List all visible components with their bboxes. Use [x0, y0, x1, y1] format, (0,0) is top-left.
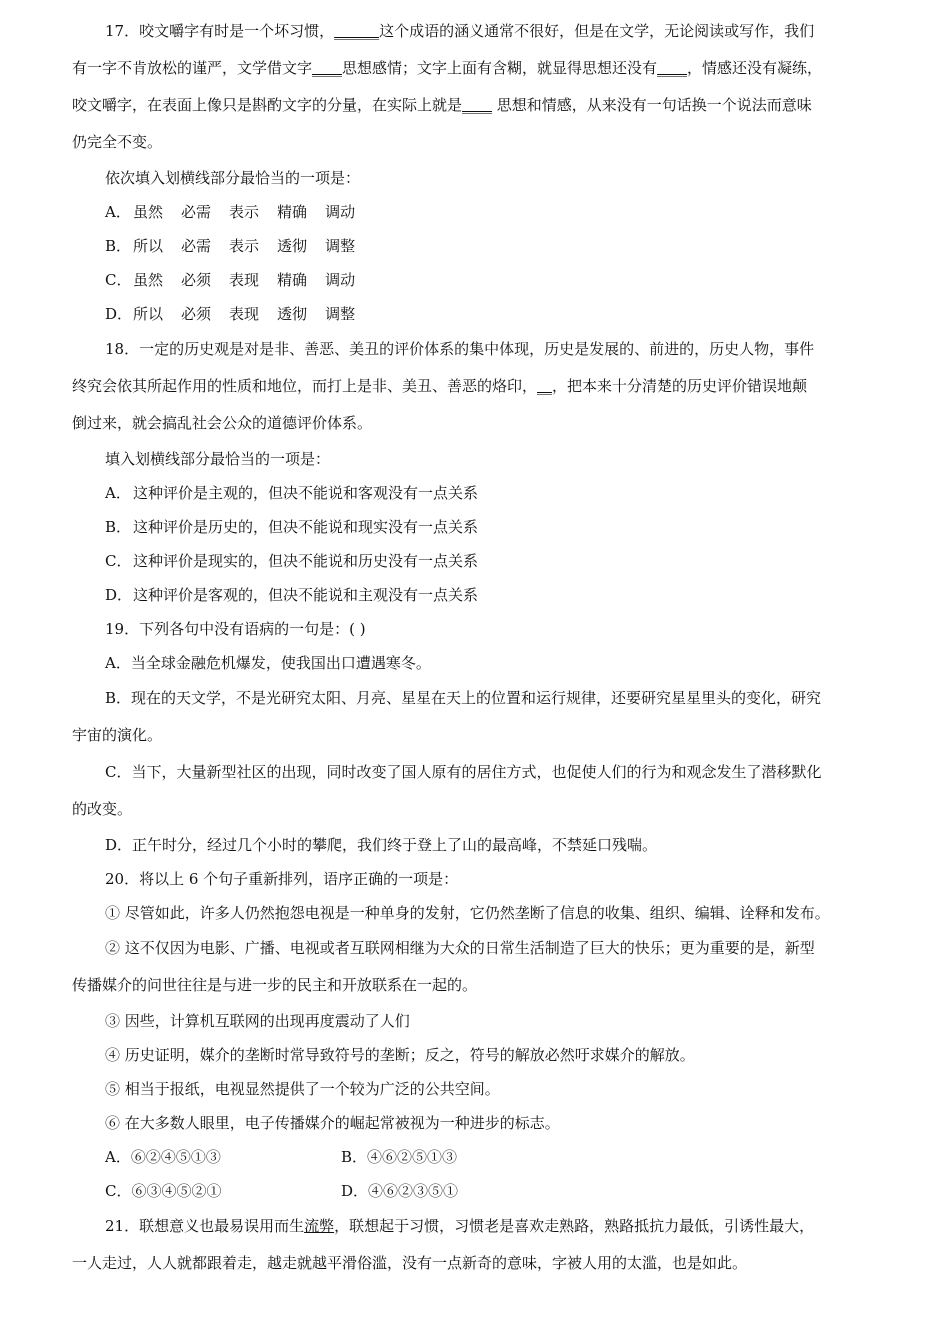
- q19-option-a: A．当全球金融危机爆发，使我国出口遭遇寒冬。: [105, 654, 431, 672]
- q17-line-4: 仍完全不变。: [72, 133, 163, 151]
- option-label: C．: [105, 552, 132, 570]
- q17-instruction: 依次填入划横线部分最恰当的一项是：: [105, 169, 361, 187]
- q19-option-b-line-2: 宇宙的演化。: [72, 726, 163, 744]
- q17-text: ，情感还没有凝练，: [687, 59, 823, 77]
- option-word: 所以: [133, 237, 164, 255]
- q19-option-c-line-2: 的改变。: [72, 800, 133, 818]
- q20-option-d: D．④⑥②③⑤①: [341, 1182, 459, 1200]
- option-label: B．: [105, 518, 132, 536]
- option-word: 表现: [229, 305, 260, 323]
- q17-text: 17．咬文嚼字有时是一个坏习惯，: [105, 22, 335, 40]
- q20-sentence-2-line-1: ② 这不仅因为电影、广播、电视或者互联网相继为大众的日常生活制造了巨大的快乐；更为重要的是，新型: [105, 939, 815, 957]
- q18-text: ，把本来十分清楚的历史评价错误地颠: [552, 377, 808, 395]
- q18-line-1: 18．一定的历史观是对是非、善恶、美丑的评价体系的集中体现，历史是发展的、前进的，历史人物，事件: [105, 340, 815, 358]
- document-content: [72, 13, 908, 1282]
- q18-option-b: [72, 510, 908, 544]
- q17-blank-1: ______: [334, 22, 380, 40]
- q20-option-c: C．⑥③④⑤②①: [105, 1182, 222, 1200]
- q17-text: 咬文嚼字，在表面上像只是斟酌文字的分量，在实际上就是: [72, 96, 463, 114]
- q17-line-2: [72, 50, 908, 87]
- option-word: 表示: [229, 237, 260, 255]
- q18-instruction: 填入划横线部分最恰当的一项是：: [105, 450, 331, 468]
- q21-line-2: 一人走过，人人就都跟着走，越走就越平滑俗滥，没有一点新奇的意味，字被人用的太滥，也是如此。: [72, 1254, 748, 1272]
- option-word: 调动: [325, 203, 356, 221]
- q20-options-row-2: [72, 1174, 908, 1208]
- option-label: D．: [105, 305, 133, 323]
- option-word: 必须: [181, 305, 212, 323]
- q20-sentence-5: ⑤ 相当于报纸，电视显然提供了一个较为广泛的公共空间。: [105, 1080, 500, 1098]
- q17-blank-2: ____: [312, 59, 343, 77]
- q18-option-a: [72, 476, 908, 510]
- q20-stem: 20．将以上 6 个句子重新排列，语序正确的一项是：: [105, 870, 459, 888]
- option-word: 所以: [133, 305, 164, 323]
- option-word: 必需: [181, 203, 212, 221]
- q20-sentence-6: ⑥ 在大多数人眼里，电子传播媒介的崛起常被视为一种进步的标志。: [105, 1114, 560, 1132]
- q20-sentence-1: ① 尽管如此，许多人仍然抱怨电视是一种单身的发射，它仍然垄断了信息的收集、组织、编辑、诠释和发布。: [105, 904, 830, 922]
- option-text: 这种评价是现实的，但决不能说和历史没有一点关系: [133, 552, 479, 570]
- option-label: C．: [105, 271, 132, 289]
- q17-line-1: [72, 13, 908, 50]
- option-text: 这种评价是客观的，但决不能说和主观没有一点关系: [133, 586, 479, 604]
- option-word: 精确: [277, 203, 308, 221]
- option-label: A．: [105, 484, 131, 502]
- option-word: 虽然: [133, 271, 164, 289]
- option-word: 虽然: [133, 203, 164, 221]
- q20-options-row-1: [72, 1140, 908, 1174]
- option-label: A．: [105, 203, 131, 221]
- q21-underlined-word: 流弊: [304, 1217, 335, 1235]
- option-word: 调动: [325, 271, 356, 289]
- option-word: 表示: [229, 203, 260, 221]
- option-label: B．: [105, 237, 132, 255]
- q20-sentence-2-line-2: 传播媒介的问世往往是与进一步的民主和开放联系在一起的。: [72, 976, 478, 994]
- q17-text: 思想和情感，从来没有一句话换一个说法而意味: [492, 96, 812, 114]
- q20-sentence-4: ④ 历史证明，媒介的垄断时常导致符号的垄断；反之，符号的解放必然吁求媒介的解放。: [105, 1046, 695, 1064]
- q18-blank: __: [537, 377, 553, 395]
- q17-text: 这个成语的涵义通常不很好，但是在文学，无论阅读或写作，我们: [379, 22, 815, 40]
- q17-option-c: [72, 263, 908, 297]
- q21-text: ，联想起于习惯，习惯老是喜欢走熟路，熟路抵抗力最低，引诱性最大，: [334, 1217, 815, 1235]
- option-word: 调整: [325, 237, 356, 255]
- q17-option-a: [72, 195, 908, 229]
- q19-stem: 19．下列各句中没有语病的一句是：( ): [105, 620, 366, 638]
- option-word: 必须: [181, 271, 212, 289]
- q17-line-3: [72, 87, 908, 124]
- q17-text: 思想感情；文字上面有含糊，就显得思想还没有: [342, 59, 658, 77]
- option-text: 这种评价是历史的，但决不能说和现实没有一点关系: [133, 518, 479, 536]
- option-label: D．: [105, 586, 133, 604]
- q20-option-a: A．⑥②④⑤①③: [105, 1148, 221, 1166]
- option-word: 必需: [181, 237, 212, 255]
- option-word: 精确: [277, 271, 308, 289]
- q17-text: 有一字不肯放松的谨严，文学借文字: [72, 59, 313, 77]
- q19-option-b-line-1: B．现在的天文学，不是光研究太阳、月亮、星星在天上的位置和运行规律，还要研究星星里头的变化，研究: [105, 689, 822, 707]
- q18-option-c: [72, 544, 908, 578]
- q20-option-b: B．④⑥②⑤①③: [341, 1148, 458, 1166]
- option-word: 透彻: [277, 305, 308, 323]
- q17-blank-3: ____: [657, 59, 688, 77]
- q20-sentence-3: ③ 因些，计算机互联网的出现再度震动了人们: [105, 1012, 410, 1030]
- option-word: 调整: [325, 305, 356, 323]
- q18-option-d: [72, 578, 908, 612]
- q18-line-3: 倒过来，就会搞乱社会公众的道德评价体系。: [72, 414, 373, 432]
- option-word: 透彻: [277, 237, 308, 255]
- q17-option-d: [72, 297, 908, 331]
- q19-option-d: D．正午时分，经过几个小时的攀爬，我们终于登上了山的最高峰，不禁延口残喘。: [105, 836, 658, 854]
- option-text: 这种评价是主观的，但决不能说和客观没有一点关系: [133, 484, 479, 502]
- q21-text: 21．联想意义也最易误用而生: [105, 1217, 305, 1235]
- option-word: 表现: [229, 271, 260, 289]
- q17-blank-4: ____: [462, 96, 493, 114]
- q17-option-b: [72, 229, 908, 263]
- q18-line-2: [72, 368, 908, 405]
- q21-line-1: [72, 1208, 908, 1245]
- q19-option-c-line-1: C．当下，大量新型社区的出现，同时改变了国人原有的居住方式，也促使人们的行为和观念发生了潜移默化: [105, 763, 822, 781]
- q18-text: 终究会依其所起作用的性质和地位，而打上是非、美丑、善恶的烙印，: [72, 377, 538, 395]
